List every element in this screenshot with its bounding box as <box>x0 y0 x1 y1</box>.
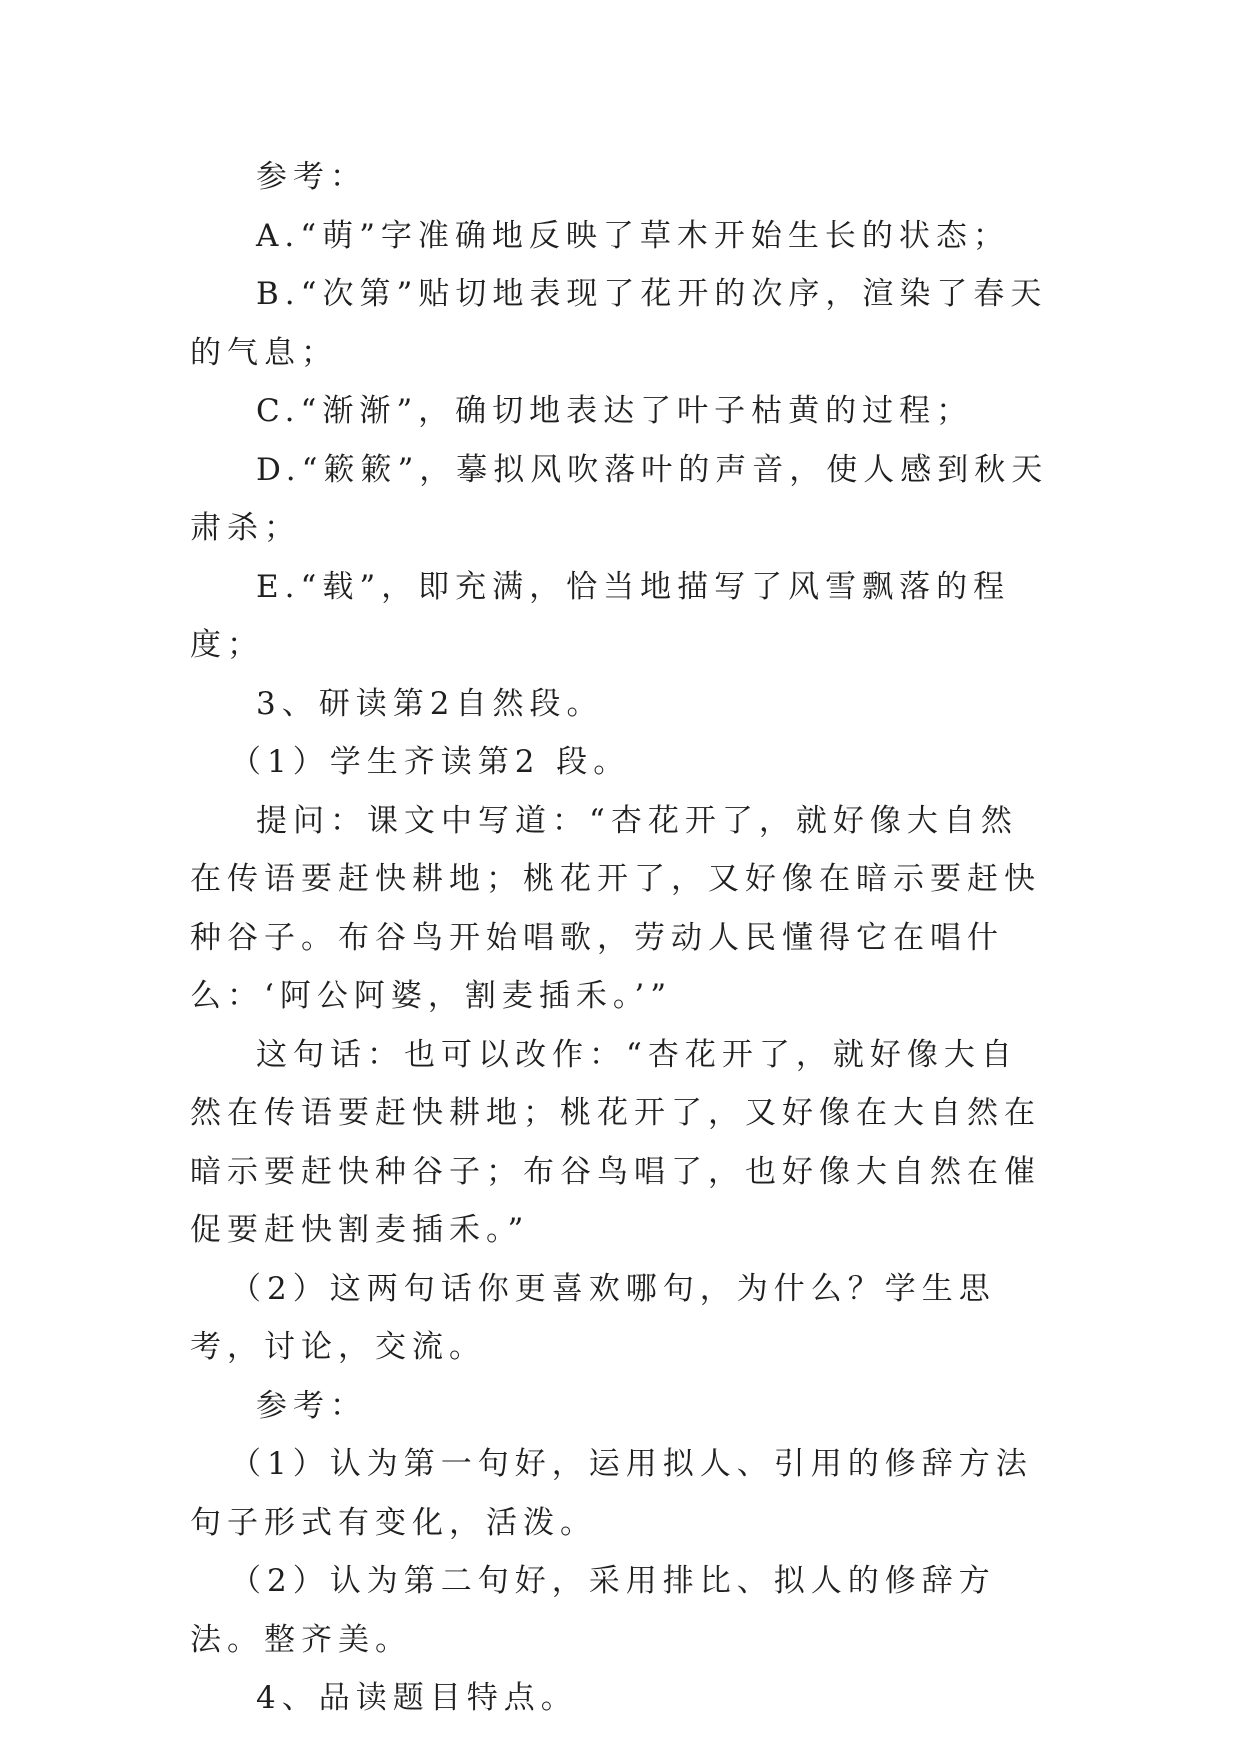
paragraph-step-3-1: （1）学生齐读第2 段。 <box>230 744 631 780</box>
paragraph-step-3: 3、研读第2自然段。 <box>256 685 604 722</box>
paragraph-reference-heading: 参考： <box>256 159 367 195</box>
paragraph-reference-heading-2: 参考： <box>256 1387 367 1424</box>
document-body <box>190 148 1050 1728</box>
paragraph-option-d: D.“簌簌”，摹拟风吹落叶的声音，使人感到秋天肃杀； <box>190 451 1049 546</box>
paragraph-option-e: E.“载”，即充满，恰当地描写了风雪飘落的程度； <box>190 568 1011 663</box>
paragraph-reference-2: （2）认为第二句好，采用排比、拟人的修辞方法。整齐美。 <box>190 1563 996 1658</box>
paragraph-rewrite: 这句话：也可以改作：“杏花开了，就好像大自然在传语要赶快耕地；桃花开了，又好像在大自然在暗示要赶快种谷子；布谷鸟唱了，也好像大自然在催促要赶快割麦插禾。” <box>190 1036 1041 1248</box>
paragraph-question: 提问：课文中写道：“杏花开了，就好像大自然在传语要赶快耕地；桃花开了，又好像在暗示要赶快种谷子。布谷鸟开始唱歌，劳动人民懂得它在唱什么：‘阿公阿婆，割麦插禾。’” <box>190 802 1041 1014</box>
paragraph-step-3-2: （2）这两句话你更喜欢哪句，为什么？学生思考，讨论，交流。 <box>190 1270 996 1365</box>
paragraph-option-a: A.“萌”字准确地反映了草木开始生长的状态； <box>256 217 1010 254</box>
paragraph-step-4: 4、品读题目特点。 <box>256 1680 578 1716</box>
paragraph-option-c: C.“渐渐”，确切地表达了叶子枯黄的过程； <box>256 393 974 429</box>
paragraph-reference-1: （1）认为第一句好，运用拟人、引用的修辞方法句子形式有变化，活泼。 <box>190 1446 1033 1541</box>
paragraph-option-b: B.“次第”贴切地表现了花开的次序，渲染了春天的气息； <box>190 276 1048 371</box>
